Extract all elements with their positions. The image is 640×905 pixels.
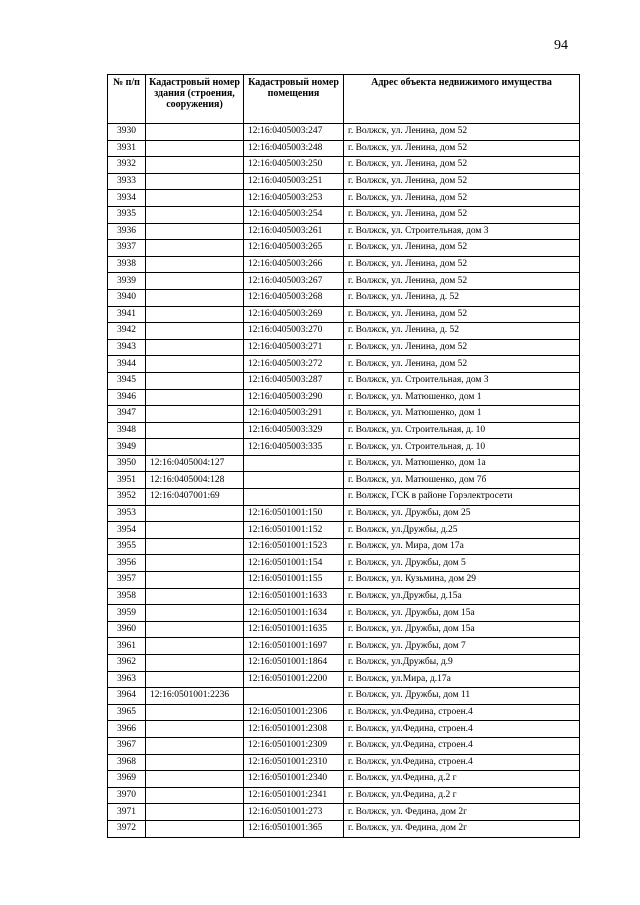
cell-address: г. Волжск, ул.Дружбы, д.15а <box>344 588 580 605</box>
cell-premises-cadastral: 12:16:0405003:266 <box>244 256 344 273</box>
cell-building-cadastral <box>146 256 244 273</box>
cell-building-cadastral <box>146 356 244 373</box>
table-row <box>108 339 580 356</box>
table-row <box>108 538 580 555</box>
table-row <box>108 389 580 406</box>
cell-address: г. Волжск, ул. Дружбы, дом 7 <box>344 638 580 655</box>
cell-building-cadastral <box>146 206 244 223</box>
table-row <box>108 356 580 373</box>
cell-address: г. Волжск, ул.Дружбы, д.9 <box>344 655 580 672</box>
cell-premises-cadastral: 12:16:0405003:272 <box>244 356 344 373</box>
cell-premises-cadastral: 12:16:0501001:154 <box>244 555 344 572</box>
table-row <box>108 688 580 705</box>
cell-number: 3971 <box>108 804 146 821</box>
cell-premises-cadastral: 12:16:0501001:1523 <box>244 538 344 555</box>
cell-address: г. Волжск, ул. Строительная, дом 3 <box>344 372 580 389</box>
cell-address: г. Волжск, ул. Ленина, дом 52 <box>344 206 580 223</box>
cell-building-cadastral <box>146 190 244 207</box>
cell-address: г. Волжск, ул.Федина, строен.4 <box>344 737 580 754</box>
cell-building-cadastral <box>146 323 244 340</box>
table-row <box>108 505 580 522</box>
table-row <box>108 256 580 273</box>
cell-building-cadastral <box>146 572 244 589</box>
cell-building-cadastral <box>146 621 244 638</box>
cell-building-cadastral: 12:16:0405004:127 <box>146 455 244 472</box>
cell-address: г. Волжск, ул. Строительная, д. 10 <box>344 439 580 456</box>
table-row <box>108 704 580 721</box>
cell-number: 3972 <box>108 820 146 837</box>
table-row <box>108 522 580 539</box>
cell-number: 3967 <box>108 737 146 754</box>
cell-address: г. Волжск, ул.Федина, строен.4 <box>344 721 580 738</box>
cell-number: 3937 <box>108 240 146 257</box>
cell-building-cadastral <box>146 422 244 439</box>
cell-building-cadastral <box>146 140 244 157</box>
cell-address: г. Волжск, ул. Ленина, дом 52 <box>344 356 580 373</box>
table-row <box>108 572 580 589</box>
table-row <box>108 638 580 655</box>
cell-number: 3956 <box>108 555 146 572</box>
cell-number: 3954 <box>108 522 146 539</box>
cell-address: г. Волжск, ул.Федина, строен.4 <box>344 754 580 771</box>
cell-building-cadastral <box>146 289 244 306</box>
table-row <box>108 306 580 323</box>
table-row <box>108 737 580 754</box>
cell-address: г. Волжск, ул. Дружбы, дом 11 <box>344 688 580 705</box>
table-row <box>108 804 580 821</box>
cell-address: г. Волжск, ул. Дружбы, дом 15а <box>344 605 580 622</box>
cell-address: г. Волжск, ул. Ленина, дом 52 <box>344 190 580 207</box>
cell-building-cadastral <box>146 638 244 655</box>
table-row <box>108 323 580 340</box>
table-row <box>108 555 580 572</box>
cell-premises-cadastral: 12:16:0501001:2340 <box>244 771 344 788</box>
cell-building-cadastral <box>146 721 244 738</box>
cell-premises-cadastral: 12:16:0501001:2306 <box>244 704 344 721</box>
cell-building-cadastral <box>146 737 244 754</box>
cell-address: г. Волжск, ГСК в районе Горэлектросети <box>344 489 580 506</box>
cell-premises-cadastral: 12:16:0501001:1697 <box>244 638 344 655</box>
table-row <box>108 671 580 688</box>
cell-address: г. Волжск, ул. Ленина, дом 52 <box>344 339 580 356</box>
cell-number: 3946 <box>108 389 146 406</box>
cell-premises-cadastral: 12:16:0405003:268 <box>244 289 344 306</box>
table-row <box>108 621 580 638</box>
cell-premises-cadastral <box>244 688 344 705</box>
cell-address: г. Волжск, ул. Ленина, дом 52 <box>344 124 580 141</box>
cell-building-cadastral <box>146 555 244 572</box>
table-row <box>108 721 580 738</box>
cell-number: 3945 <box>108 372 146 389</box>
table-header-row <box>108 75 580 124</box>
cell-premises-cadastral: 12:16:0501001:1635 <box>244 621 344 638</box>
table-row <box>108 439 580 456</box>
cell-address: г. Волжск, ул. Строительная, дом 3 <box>344 223 580 240</box>
cell-number: 3948 <box>108 422 146 439</box>
table-row <box>108 223 580 240</box>
cell-number: 3930 <box>108 124 146 141</box>
cell-number: 3962 <box>108 655 146 672</box>
cell-building-cadastral <box>146 439 244 456</box>
cell-address: г. Волжск, ул. Строительная, д. 10 <box>344 422 580 439</box>
cell-address: г. Волжск, ул. Ленина, дом 52 <box>344 256 580 273</box>
cell-number: 3968 <box>108 754 146 771</box>
table-row <box>108 140 580 157</box>
cell-building-cadastral <box>146 406 244 423</box>
cell-address: г. Волжск, ул. Матюшенко, дом 1 <box>344 406 580 423</box>
cell-address: г. Волжск, ул. Ленина, дом 52 <box>344 306 580 323</box>
cell-address: г. Волжск, ул. Матюшенко, дом 1 <box>344 389 580 406</box>
cell-number: 3966 <box>108 721 146 738</box>
cell-premises-cadastral <box>244 455 344 472</box>
cell-building-cadastral <box>146 538 244 555</box>
cell-number: 3957 <box>108 572 146 589</box>
cell-address: г. Волжск, ул. Ленина, дом 52 <box>344 173 580 190</box>
table-row <box>108 455 580 472</box>
cell-address: г. Волжск, ул. Дружбы, дом 5 <box>344 555 580 572</box>
cell-address: г. Волжск, ул. Дружбы, дом 25 <box>344 505 580 522</box>
cell-number: 3936 <box>108 223 146 240</box>
cell-number: 3952 <box>108 489 146 506</box>
cell-premises-cadastral: 12:16:0405003:269 <box>244 306 344 323</box>
table-row <box>108 372 580 389</box>
cell-building-cadastral <box>146 223 244 240</box>
cell-number: 3959 <box>108 605 146 622</box>
cell-premises-cadastral: 12:16:0501001:1633 <box>244 588 344 605</box>
cell-premises-cadastral: 12:16:0405003:247 <box>244 124 344 141</box>
cell-number: 3961 <box>108 638 146 655</box>
cell-address: г. Волжск, ул. Мира, дом 17а <box>344 538 580 555</box>
cell-building-cadastral <box>146 339 244 356</box>
cell-address: г. Волжск, ул. Ленина, дом 52 <box>344 157 580 174</box>
cell-number: 3940 <box>108 289 146 306</box>
cell-building-cadastral <box>146 671 244 688</box>
cell-building-cadastral <box>146 157 244 174</box>
page-number: 94 <box>554 38 568 53</box>
cell-building-cadastral <box>146 704 244 721</box>
cell-number: 3947 <box>108 406 146 423</box>
table-row <box>108 820 580 837</box>
cell-address: г. Волжск, ул. Кузьмина, дом 29 <box>344 572 580 589</box>
cell-number: 3965 <box>108 704 146 721</box>
cell-building-cadastral <box>146 124 244 141</box>
table-row <box>108 406 580 423</box>
cell-address: г. Волжск, ул.Дружбы, д.25 <box>344 522 580 539</box>
cell-premises-cadastral: 12:16:0501001:2308 <box>244 721 344 738</box>
cell-building-cadastral <box>146 389 244 406</box>
cell-number: 3932 <box>108 157 146 174</box>
cell-premises-cadastral: 12:16:0405003:290 <box>244 389 344 406</box>
cell-address: г. Волжск, ул. Федина, дом 2г <box>344 820 580 837</box>
cell-premises-cadastral: 12:16:0501001:2200 <box>244 671 344 688</box>
cell-address: г. Волжск, ул.Федина, д.2 г <box>344 771 580 788</box>
cell-premises-cadastral: 12:16:0405003:291 <box>244 406 344 423</box>
cell-number: 3949 <box>108 439 146 456</box>
cell-address: г. Волжск, ул. Матюшенко, дом 1а <box>344 455 580 472</box>
cell-number: 3969 <box>108 771 146 788</box>
cell-building-cadastral: 12:16:0501001:2236 <box>146 688 244 705</box>
table-row <box>108 240 580 257</box>
cell-number: 3964 <box>108 688 146 705</box>
cell-premises-cadastral: 12:16:0405003:271 <box>244 339 344 356</box>
header-premises-cadastral: Кадастровый номер помещения <box>244 75 344 124</box>
cell-number: 3958 <box>108 588 146 605</box>
cell-address: г. Волжск, ул.Федина, строен.4 <box>344 704 580 721</box>
cell-number: 3931 <box>108 140 146 157</box>
table-row <box>108 489 580 506</box>
cell-number: 3941 <box>108 306 146 323</box>
cell-address: г. Волжск, ул. Дружбы, дом 15а <box>344 621 580 638</box>
cell-number: 3934 <box>108 190 146 207</box>
cell-address: г. Волжск, ул.Мира, д.17а <box>344 671 580 688</box>
cell-building-cadastral <box>146 522 244 539</box>
cell-number: 3933 <box>108 173 146 190</box>
cell-building-cadastral <box>146 273 244 290</box>
cell-premises-cadastral: 12:16:0501001:155 <box>244 572 344 589</box>
cell-premises-cadastral: 12:16:0405003:248 <box>244 140 344 157</box>
cell-number: 3939 <box>108 273 146 290</box>
cell-premises-cadastral: 12:16:0405003:335 <box>244 439 344 456</box>
cell-number: 3935 <box>108 206 146 223</box>
cell-address: г. Волжск, ул. Матюшенко, дом 7б <box>344 472 580 489</box>
cell-address: г. Волжск, ул. Ленина, д. 52 <box>344 323 580 340</box>
cell-building-cadastral <box>146 771 244 788</box>
cell-address: г. Волжск, ул. Ленина, дом 52 <box>344 140 580 157</box>
table-row <box>108 173 580 190</box>
header-address: Адрес объекта недвижимого имущества <box>344 75 580 124</box>
cell-premises-cadastral: 12:16:0405003:265 <box>244 240 344 257</box>
property-registry-table <box>107 74 580 838</box>
table-row <box>108 289 580 306</box>
cell-premises-cadastral: 12:16:0501001:152 <box>244 522 344 539</box>
table-row <box>108 206 580 223</box>
table-row <box>108 588 580 605</box>
cell-premises-cadastral: 12:16:0405003:254 <box>244 206 344 223</box>
header-number: № п/п <box>108 75 146 124</box>
cell-building-cadastral <box>146 820 244 837</box>
cell-premises-cadastral: 12:16:0405003:251 <box>244 173 344 190</box>
table-row <box>108 787 580 804</box>
cell-premises-cadastral <box>244 472 344 489</box>
cell-building-cadastral <box>146 372 244 389</box>
cell-building-cadastral <box>146 173 244 190</box>
table-row <box>108 124 580 141</box>
cell-premises-cadastral: 12:16:0501001:1864 <box>244 655 344 672</box>
cell-number: 3943 <box>108 339 146 356</box>
cell-number: 3950 <box>108 455 146 472</box>
cell-premises-cadastral: 12:16:0501001:2309 <box>244 737 344 754</box>
cell-address: г. Волжск, ул. Федина, дом 2г <box>344 804 580 821</box>
cell-premises-cadastral: 12:16:0501001:365 <box>244 820 344 837</box>
cell-building-cadastral <box>146 505 244 522</box>
table-row <box>108 190 580 207</box>
cell-premises-cadastral: 12:16:0501001:1634 <box>244 605 344 622</box>
table-row <box>108 472 580 489</box>
cell-premises-cadastral: 12:16:0405003:270 <box>244 323 344 340</box>
cell-building-cadastral <box>146 754 244 771</box>
table-row <box>108 422 580 439</box>
table-row <box>108 273 580 290</box>
cell-premises-cadastral: 12:16:0405003:287 <box>244 372 344 389</box>
cell-building-cadastral <box>146 804 244 821</box>
cell-building-cadastral <box>146 240 244 257</box>
cell-address: г. Волжск, ул. Ленина, дом 52 <box>344 273 580 290</box>
cell-number: 3953 <box>108 505 146 522</box>
cell-building-cadastral <box>146 655 244 672</box>
cell-building-cadastral: 12:16:0405004:128 <box>146 472 244 489</box>
cell-building-cadastral <box>146 306 244 323</box>
cell-address: г. Волжск, ул.Федина, д.2 г <box>344 787 580 804</box>
table-row <box>108 655 580 672</box>
cell-building-cadastral <box>146 605 244 622</box>
cell-building-cadastral <box>146 787 244 804</box>
cell-number: 3970 <box>108 787 146 804</box>
cell-number: 3955 <box>108 538 146 555</box>
cell-number: 3951 <box>108 472 146 489</box>
cell-premises-cadastral: 12:16:0405003:329 <box>244 422 344 439</box>
table-row <box>108 605 580 622</box>
cell-number: 3963 <box>108 671 146 688</box>
cell-premises-cadastral: 12:16:0405003:253 <box>244 190 344 207</box>
header-building-cadastral: Кадастровый номер здания (строения, сооружения) <box>146 75 244 124</box>
cell-premises-cadastral: 12:16:0405003:267 <box>244 273 344 290</box>
cell-premises-cadastral: 12:16:0405003:261 <box>244 223 344 240</box>
cell-premises-cadastral: 12:16:0501001:2341 <box>244 787 344 804</box>
table-row <box>108 157 580 174</box>
cell-address: г. Волжск, ул. Ленина, д. 52 <box>344 289 580 306</box>
cell-premises-cadastral: 12:16:0501001:2310 <box>244 754 344 771</box>
cell-number: 3938 <box>108 256 146 273</box>
cell-premises-cadastral <box>244 489 344 506</box>
table-row <box>108 771 580 788</box>
cell-number: 3960 <box>108 621 146 638</box>
cell-address: г. Волжск, ул. Ленина, дом 52 <box>344 240 580 257</box>
cell-building-cadastral <box>146 588 244 605</box>
cell-premises-cadastral: 12:16:0405003:250 <box>244 157 344 174</box>
cell-number: 3944 <box>108 356 146 373</box>
cell-number: 3942 <box>108 323 146 340</box>
table-row <box>108 754 580 771</box>
cell-premises-cadastral: 12:16:0501001:150 <box>244 505 344 522</box>
cell-building-cadastral: 12:16:0407001:69 <box>146 489 244 506</box>
cell-premises-cadastral: 12:16:0501001:273 <box>244 804 344 821</box>
